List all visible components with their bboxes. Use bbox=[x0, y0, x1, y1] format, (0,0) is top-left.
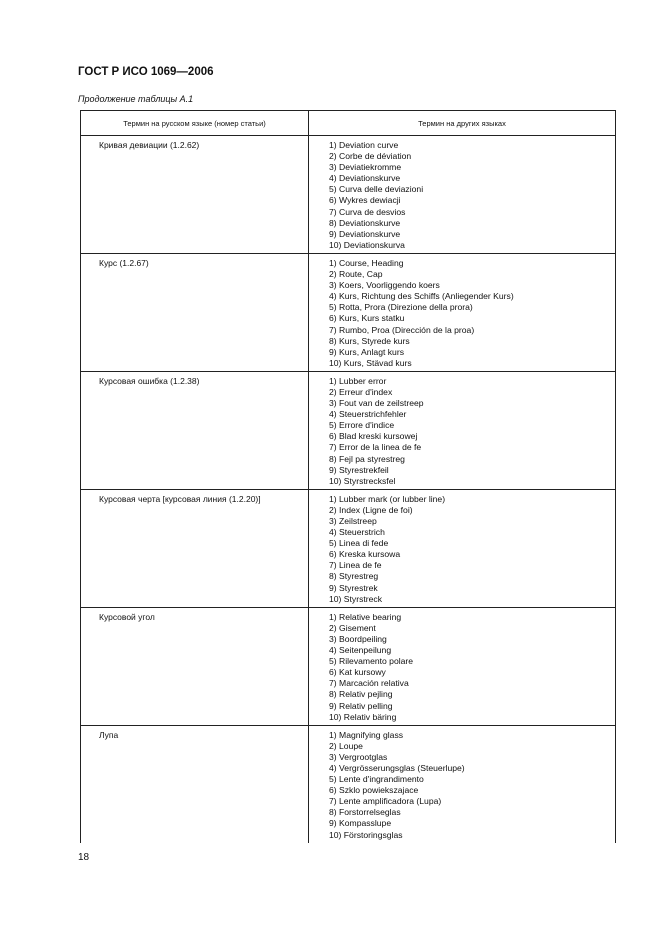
translations-cell bbox=[309, 136, 616, 254]
russian-term: Курсовая ошибка (1.2.38) bbox=[81, 371, 309, 489]
translations-cell bbox=[309, 371, 616, 489]
translation-item: 8) Deviationskurve bbox=[329, 217, 401, 228]
russian-term: Курс (1.2.67) bbox=[81, 253, 309, 371]
translation-item: 4) Deviationskurve bbox=[329, 173, 401, 184]
translation-item: 8) Kurs, Styrede kurs bbox=[329, 335, 410, 346]
translations-cell bbox=[309, 725, 616, 842]
translations-cell bbox=[309, 489, 616, 607]
russian-term: Курсовой угол bbox=[81, 607, 309, 725]
translation-item: 1) Deviation curve bbox=[329, 140, 399, 150]
table-row bbox=[81, 371, 616, 489]
translation-item: 4) Vergrösserungsglas (Steuerlupe) bbox=[329, 762, 465, 773]
translation-item: 7) Curva de desvios bbox=[329, 206, 406, 217]
translation-item: 5) Rotta, Prora (Direzione della prora) bbox=[329, 302, 473, 313]
translation-item: 6) Blad kreski kursowej bbox=[329, 431, 418, 442]
translation-item: 5) Linea di fede bbox=[329, 538, 389, 549]
table-row bbox=[81, 725, 616, 842]
translation-item: 9) Styrestrek bbox=[329, 582, 378, 593]
translations-list bbox=[329, 376, 611, 487]
translations-cell bbox=[309, 253, 616, 371]
table-body bbox=[81, 136, 616, 843]
russian-term: Лупа bbox=[81, 725, 309, 842]
translation-item: 1) Magnifying glass bbox=[329, 729, 404, 740]
translation-item: 7) Linea de fe bbox=[329, 560, 382, 571]
translation-item: 5) Curva delle deviazioni bbox=[329, 184, 424, 195]
translation-item: 10) Relativ bäring bbox=[329, 711, 397, 722]
translation-item: 7) Marcación relativa bbox=[329, 678, 409, 689]
document-header: ГОСТ Р ИСО 1069—2006 bbox=[78, 66, 214, 78]
table-row bbox=[81, 136, 616, 254]
translation-item: 10) Förstoringsglas bbox=[329, 829, 403, 840]
translation-item: 2) Loupe bbox=[329, 740, 363, 751]
translation-item: 3) Fout van de zeilstreep bbox=[329, 398, 424, 409]
translation-item: 10) Styrstrecksfel bbox=[329, 475, 396, 486]
translation-item: 2) Index (Ligne de foi) bbox=[329, 504, 413, 515]
translation-item: 10) Kurs, Stävad kurs bbox=[329, 357, 412, 368]
translation-item: 7) Rumbo, Proa (Dirección de la proa) bbox=[329, 324, 475, 335]
translations-cell bbox=[309, 607, 616, 725]
translation-item: 10) Deviationskurva bbox=[329, 239, 405, 250]
translation-item: 4) Kurs, Richtung des Schiffs (Anliegender Kurs) bbox=[329, 291, 514, 302]
column-header-other-languages: Термин на других языках bbox=[309, 111, 616, 136]
translation-item: 7) Error de la linea de fe bbox=[329, 442, 422, 453]
russian-term: Кривая девиации (1.2.62) bbox=[81, 136, 309, 254]
translation-item: 1) Lubber error bbox=[329, 375, 387, 386]
translation-item: 2) Erreur d'index bbox=[329, 386, 393, 397]
translation-item: 9) Kompasslupe bbox=[329, 818, 392, 829]
column-header-russian: Термин на русском языке (номер статьи) bbox=[81, 111, 309, 136]
table-row bbox=[81, 253, 616, 371]
table-row bbox=[81, 607, 616, 725]
table-row bbox=[81, 489, 616, 607]
translation-item: 2) Corbe de déviation bbox=[329, 151, 412, 162]
translation-item: 2) Route, Cap bbox=[329, 269, 383, 280]
translation-item: 6) Kat kursowy bbox=[329, 667, 386, 678]
translation-item: 4) Steuerstrichfehler bbox=[329, 409, 407, 420]
translations-list bbox=[329, 258, 611, 369]
translation-item: 10) Styrstreck bbox=[329, 593, 383, 604]
translation-item: 9) Deviationskurve bbox=[329, 228, 401, 239]
translation-item: 3) Koers, Voorliggendo koers bbox=[329, 280, 440, 291]
translation-item: 1) Course, Heading bbox=[329, 257, 404, 268]
translation-item: 9) Kurs, Anlagt kurs bbox=[329, 346, 404, 357]
table-header bbox=[81, 111, 616, 136]
terms-table bbox=[80, 110, 616, 843]
translation-item: 2) Gisement bbox=[329, 622, 376, 633]
translation-item: 8) Relativ pejling bbox=[329, 689, 393, 700]
translation-item: 6) Wykres dewiacji bbox=[329, 195, 401, 206]
header-row bbox=[81, 111, 616, 136]
translations-list bbox=[329, 612, 611, 723]
translation-item: 5) Rilevamento polare bbox=[329, 656, 414, 667]
translation-item: 3) Zeilstreep bbox=[329, 516, 377, 526]
translation-item: 9) Styrestrekfeil bbox=[329, 464, 389, 475]
page-number: 18 bbox=[78, 852, 90, 863]
translation-item: 1) Lubber mark (or lubber line) bbox=[329, 493, 446, 504]
translation-item: 4) Seitenpeilung bbox=[329, 645, 392, 656]
translation-item: 3) Deviatiekromme bbox=[329, 162, 402, 173]
translation-item: 6) Szklo powiekszajace bbox=[329, 785, 419, 796]
translations-list bbox=[329, 494, 611, 605]
translation-item: 8) Fejl pa styrestreg bbox=[329, 453, 405, 464]
russian-term: Курсовая черта [курсовая линия (1.2.20)] bbox=[81, 489, 309, 607]
translation-item: 4) Steuerstrich bbox=[329, 527, 385, 538]
translation-item: 6) Kurs, Kurs statku bbox=[329, 313, 405, 324]
translation-item: 9) Relativ pelling bbox=[329, 700, 393, 711]
translation-item: 3) Vergrootglas bbox=[329, 751, 388, 762]
table-caption: Продолжение таблицы А.1 bbox=[78, 94, 194, 104]
translation-item: 6) Kreska kursowa bbox=[329, 549, 401, 560]
translation-item: 5) Lente d'ingrandimento bbox=[329, 774, 424, 785]
translations-list bbox=[329, 140, 611, 251]
translation-item: 5) Errore d'indice bbox=[329, 420, 395, 431]
translations-list bbox=[329, 730, 611, 841]
translation-item: 3) Boordpeiling bbox=[329, 633, 387, 644]
translation-item: 7) Lente amplificadora (Lupa) bbox=[329, 796, 442, 807]
translation-item: 8) Forstorrelseglas bbox=[329, 807, 401, 818]
translation-item: 1) Relative bearing bbox=[329, 611, 402, 622]
translation-item: 8) Styrestreg bbox=[329, 571, 379, 582]
